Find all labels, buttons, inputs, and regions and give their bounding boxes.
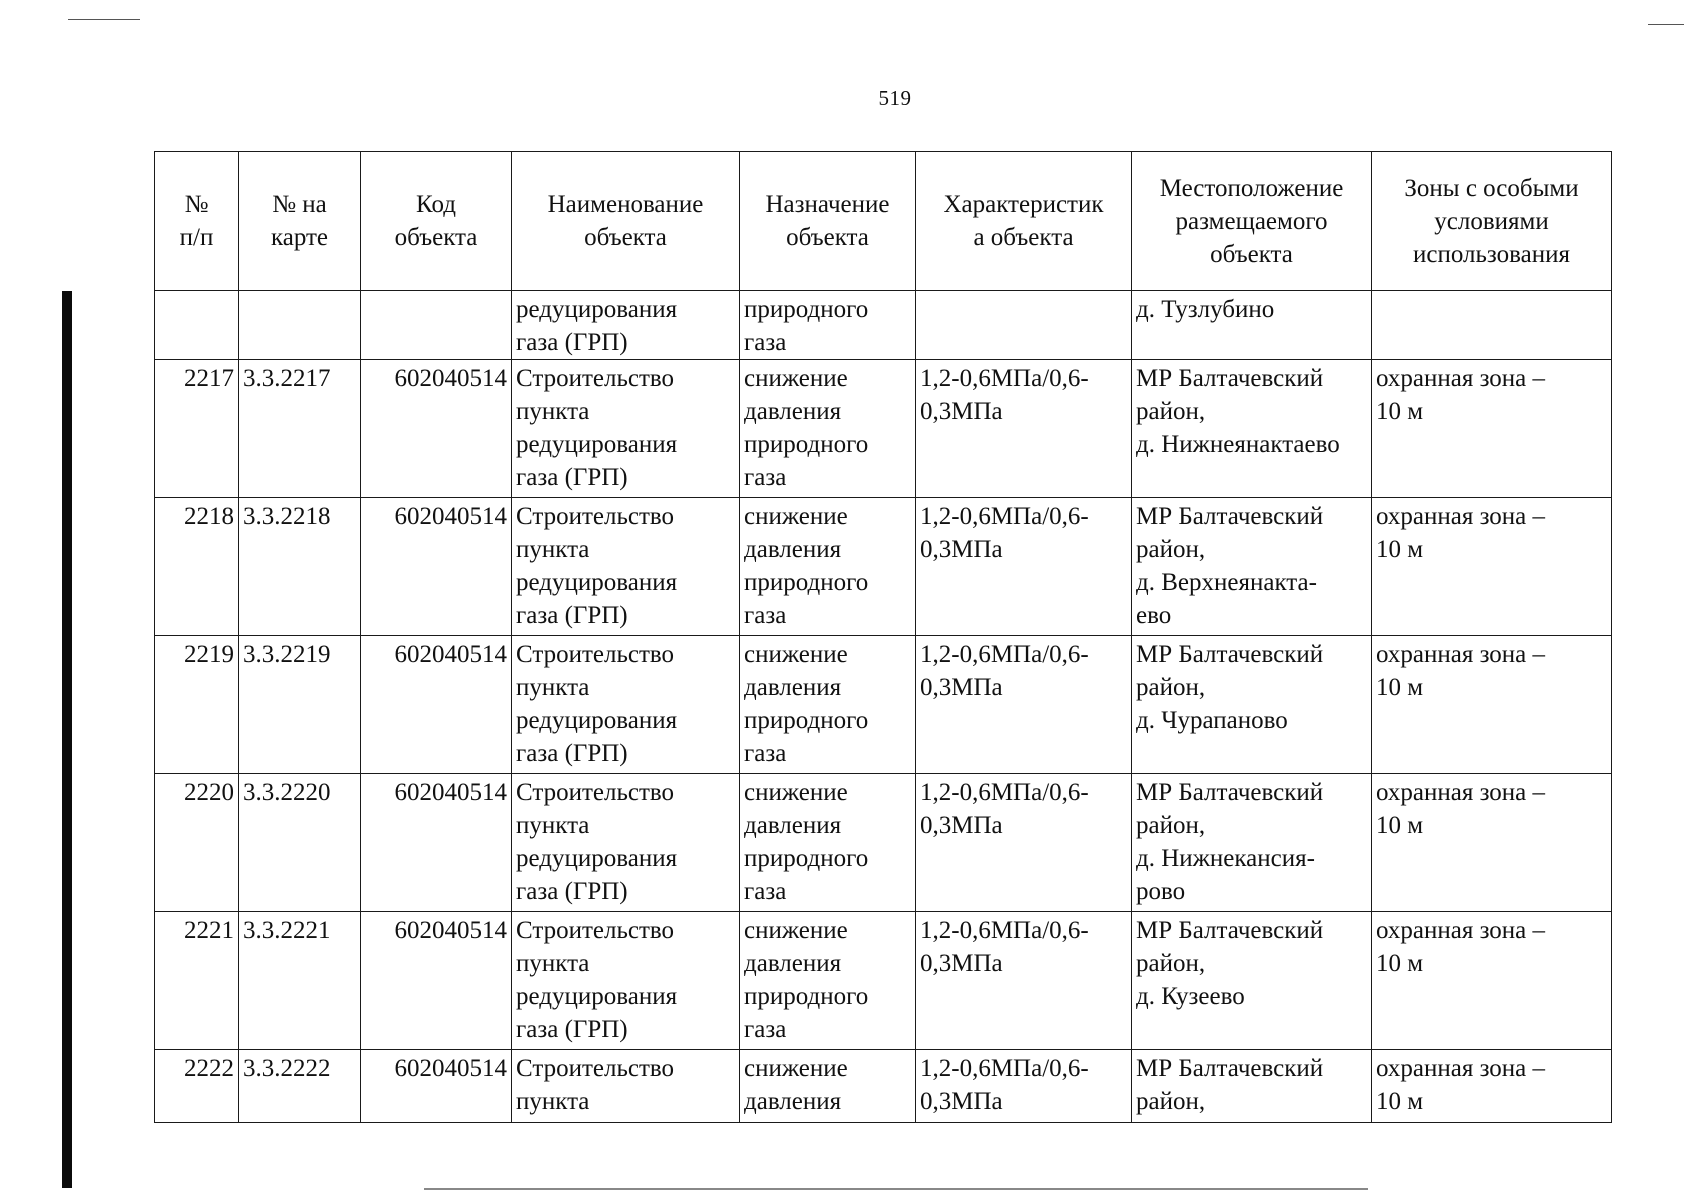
cell-object-purpose: снижение давления природного газа (740, 636, 916, 774)
cell-object-name: Строительство пункта редуцирования газа (ГРП) (512, 774, 740, 912)
table-row (155, 636, 1612, 774)
cell-map-number: 3.3.2222 (239, 1050, 361, 1123)
table-row-continuation (155, 291, 1612, 360)
register-table-container (154, 151, 1611, 1123)
cell-special-zones (1372, 291, 1612, 360)
cell-object-characteristics: 1,2-0,6МПа/0,6- 0,3МПа (916, 1050, 1132, 1123)
col-header-object-code: Код объекта (361, 152, 512, 291)
objects-register-table (154, 151, 1612, 1123)
cell-object-characteristics: 1,2-0,6МПа/0,6- 0,3МПа (916, 912, 1132, 1050)
col-header-object-name: Наименование объекта (512, 152, 740, 291)
cell-object-name: Строительство пункта редуцирования газа (ГРП) (512, 498, 740, 636)
col-header-special-zones: Зоны с особыми условиями использования (1372, 152, 1612, 291)
cell-row-number: 2220 (155, 774, 239, 912)
cell-map-number: 3.3.2220 (239, 774, 361, 912)
cell-row-number: 2219 (155, 636, 239, 774)
cell-object-location: МР Балтачевский район, д. Верхнеянакта- ево (1132, 498, 1372, 636)
cell-object-location: МР Балтачевский район, д. Кузеево (1132, 912, 1372, 1050)
scan-artifact-line (68, 19, 140, 20)
cell-object-location: д. Тузлубино (1132, 291, 1372, 360)
table-row (155, 774, 1612, 912)
table-row (155, 360, 1612, 498)
cell-special-zones: охранная зона – 10 м (1372, 774, 1612, 912)
col-header-map-number: № на карте (239, 152, 361, 291)
col-header-object-purpose: Назначение объекта (740, 152, 916, 291)
cell-object-code (361, 291, 512, 360)
cell-row-number: 2217 (155, 360, 239, 498)
cell-special-zones: охранная зона – 10 м (1372, 360, 1612, 498)
table-row (155, 912, 1612, 1050)
table-row (155, 498, 1612, 636)
scan-artifact-line (1648, 24, 1684, 25)
scan-binding-edge (62, 291, 72, 1188)
scan-artifact-line (424, 1188, 1368, 1190)
cell-row-number: 2218 (155, 498, 239, 636)
cell-special-zones: охранная зона – 10 м (1372, 498, 1612, 636)
cell-special-zones: охранная зона – 10 м (1372, 1050, 1612, 1123)
cell-object-name: редуцирования газа (ГРП) (512, 291, 740, 360)
cell-object-name: Строительство пункта (512, 1050, 740, 1123)
cell-object-code: 602040514 (361, 1050, 512, 1123)
cell-object-characteristics: 1,2-0,6МПа/0,6- 0,3МПа (916, 636, 1132, 774)
cell-map-number: 3.3.2217 (239, 360, 361, 498)
cell-map-number: 3.3.2219 (239, 636, 361, 774)
cell-object-purpose: снижение давления природного газа (740, 912, 916, 1050)
cell-object-characteristics (916, 291, 1132, 360)
cell-row-number: 2222 (155, 1050, 239, 1123)
cell-object-characteristics: 1,2-0,6МПа/0,6- 0,3МПа (916, 360, 1132, 498)
cell-object-purpose: природного газа (740, 291, 916, 360)
cell-object-location: МР Балтачевский район, д. Нижнеянактаево (1132, 360, 1372, 498)
cell-object-purpose: снижение давления природного газа (740, 498, 916, 636)
cell-object-location: МР Балтачевский район, (1132, 1050, 1372, 1123)
cell-object-location: МР Балтачевский район, д. Нижнекансия- рово (1132, 774, 1372, 912)
cell-object-name: Строительство пункта редуцирования газа (ГРП) (512, 912, 740, 1050)
cell-row-number: 2221 (155, 912, 239, 1050)
cell-object-location: МР Балтачевский район, д. Чурапаново (1132, 636, 1372, 774)
cell-special-zones: охранная зона – 10 м (1372, 636, 1612, 774)
table-header-row (155, 152, 1612, 291)
cell-object-code: 602040514 (361, 636, 512, 774)
cell-map-number: 3.3.2218 (239, 498, 361, 636)
cell-row-number (155, 291, 239, 360)
cell-object-code: 602040514 (361, 912, 512, 1050)
col-header-object-characteristics: Характеристик а объекта (916, 152, 1132, 291)
cell-map-number (239, 291, 361, 360)
cell-special-zones: охранная зона – 10 м (1372, 912, 1612, 1050)
cell-object-code: 602040514 (361, 774, 512, 912)
cell-object-purpose: снижение давления (740, 1050, 916, 1123)
cell-object-characteristics: 1,2-0,6МПа/0,6- 0,3МПа (916, 498, 1132, 636)
cell-object-code: 602040514 (361, 360, 512, 498)
col-header-object-location: Местоположение размещаемого объекта (1132, 152, 1372, 291)
col-header-row-number: № п/п (155, 152, 239, 291)
table-row (155, 1050, 1612, 1123)
cell-object-name: Строительство пункта редуцирования газа (ГРП) (512, 360, 740, 498)
cell-object-name: Строительство пункта редуцирования газа (ГРП) (512, 636, 740, 774)
page-number: 519 (878, 86, 912, 110)
cell-object-code: 602040514 (361, 498, 512, 636)
cell-object-purpose: снижение давления природного газа (740, 360, 916, 498)
cell-map-number: 3.3.2221 (239, 912, 361, 1050)
cell-object-characteristics: 1,2-0,6МПа/0,6- 0,3МПа (916, 774, 1132, 912)
cell-object-purpose: снижение давления природного газа (740, 774, 916, 912)
